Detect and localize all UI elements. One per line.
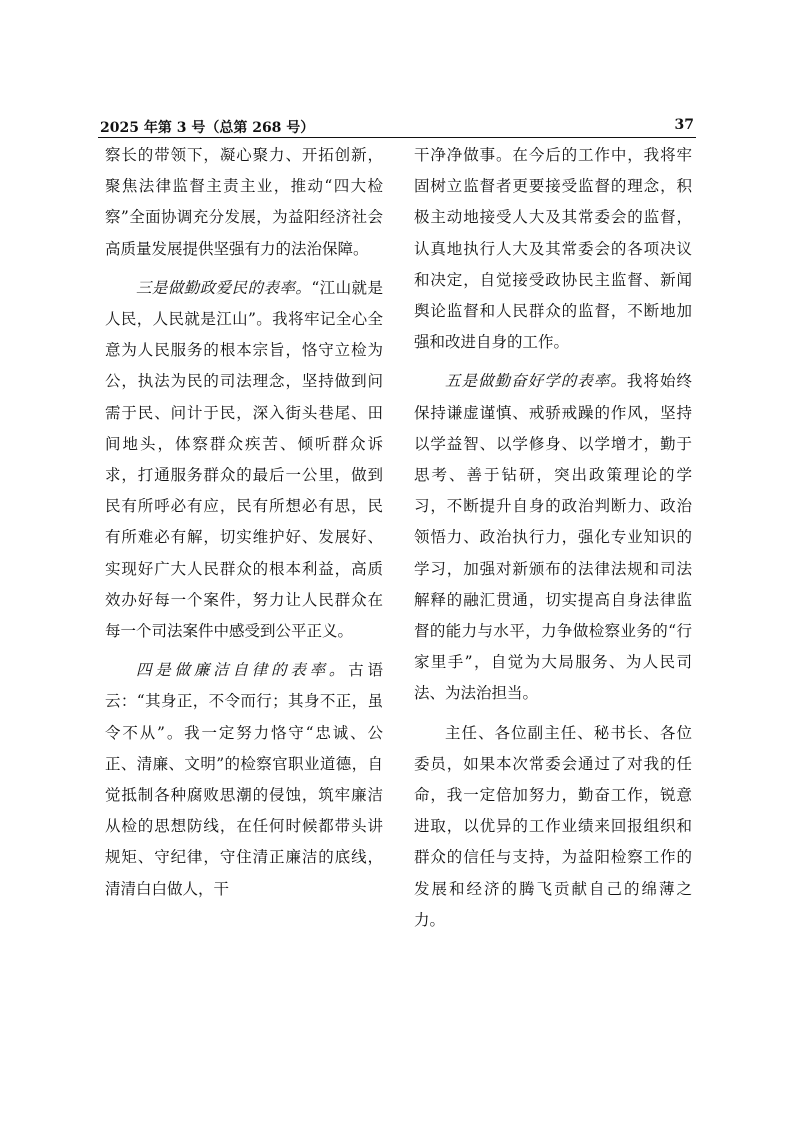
paragraph-diligent-study [414,366,692,709]
paragraph-continued: 干净净做事。在今后的工作中，我将牢固树立监督者更要接受监督的理念，积极主动地接受人大及其常委会的监督，认真地执行人大及其常委会的各项决议和决定，自觉接受政协民主监督、新闻舆论监督和人民群众的监督，不断地加强和改进自身的工作。 [414,146,692,352]
paragraph-lead: 五是做勤奋好学的表率。 [445,372,627,391]
page-number: 37 [674,117,694,133]
paragraph-closing: 主任、各位副主任、秘书长、各位委员，如果本次常委会通过了对我的任命，我一定倍加努力，勤奋工作，锐意进取，以优异的工作业绩来回报组织和群众的信任与支持，为益阳检察工作的发展和经济的腾飞贡献自己的绵薄之力。 [414,723,692,929]
paragraph-diligent-governance [105,273,383,647]
right-column [414,140,692,929]
left-column [105,140,383,898]
paragraph-body: “江山就是人民，人民就是江山”。我将牢记全心全意为人民服务的根本宗旨，恪守立检为公，执法为民的司法理念，坚持做到问需于民、问计于民，深入街头巷尾、田间地头，体察群众疾苦、倾听群众诉求，打通服务群众的最后一公里，做到民有所呼必有应，民有所想必有思，民有所难必有解，切实维护好、发展好、实现好广大人民群众的根本利益，高质效办好每一个案件，努力让人民群众在每一个司法案件中感受到公平正义。 [105,278,383,641]
paragraph-body: 我将始终保持谦虚谨慎、戒骄戒躁的作风，坚持以学益智、以学修身、以学增才，勤于思考、善于钻研，突出政策理论的学习，不断提升自身的政治判断力、政治领悟力、政治执行力，强化专业知识的学习，加强对新颁布的法律法规和司法解释的融汇贯通，切实提高自身法律监督的能力与水平，力争做检察业务的“行家里手”，自觉为大局服务、为人民司法、为法治担当。 [414,372,692,703]
running-header [98,112,696,136]
paragraph-continued: 察长的带领下，凝心聚力、开拓创新，聚焦法律监督主责主业，推动“四大检察”全面协调充分发展，为益阳经济社会高质量发展提供坚强有力的法治保障。 [105,146,383,258]
paragraph-lead: 四是做廉洁自律的表率。 [136,661,349,680]
paragraph-lead: 三是做勤政爱民的表率。 [136,278,312,297]
paragraph-body: 古语云：“其身正，不令而行；其身不正，虽令不从”。我一定努力恪守“忠诚、公正、清廉、文明”的检察官职业道德，自觉抵制各种腐败思潮的侵蚀，筑牢廉洁从检的思想防线，在任何时候都带头讲规矩、守纪律，守住清正廉洁的底线，清清白白做人，干 [105,661,383,898]
issue-label: 2025 年第 3 号（总第 268 号） [100,120,315,136]
paragraph-integrity [105,655,383,905]
header-rule [98,137,696,138]
